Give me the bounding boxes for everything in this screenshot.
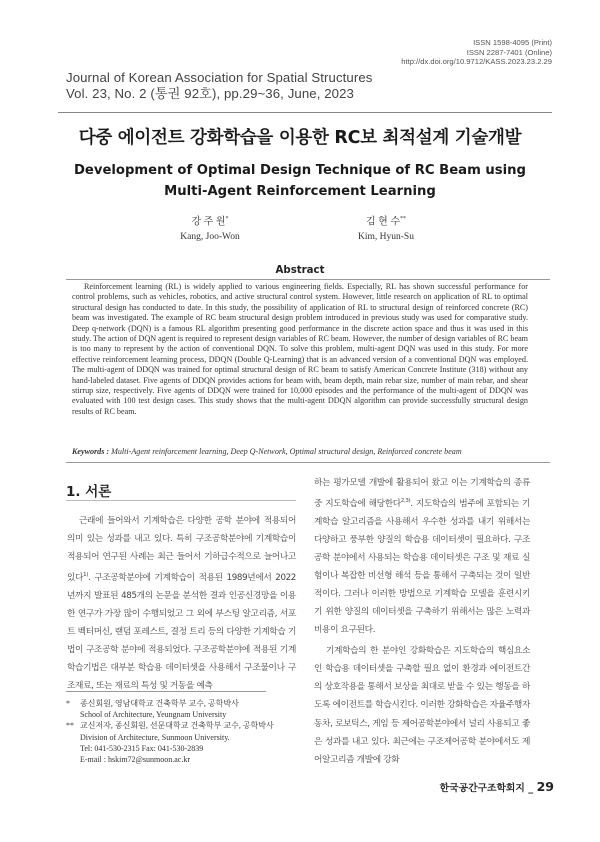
doi-link[interactable]: http://dx.doi.org/10.9712/KASS.2023.23.2.29: [401, 57, 552, 67]
footnote-1-line1: 종신회원, 영남대학교 건축학부 교수, 공학박사: [80, 699, 239, 708]
header-divider: [58, 112, 552, 113]
body-column-right: [314, 474, 530, 769]
footnote-2-line1: 교신저자, 종신회원, 선문대학교 건축학부 교수, 공학박사: [80, 721, 274, 731]
footer-separator: _: [524, 783, 537, 794]
author-2-mark: **: [399, 216, 406, 222]
title-english-line2: Multi-Agent Reinforcement Learning: [164, 184, 436, 199]
footnote-2-line2: Division of Architecture, Sunmoon University.: [80, 732, 230, 742]
abstract-divider: [66, 279, 550, 280]
intro-paragraph-1-cont: 하는 평가모델 개발에 활용되어 왔고 이는 기계학습의 종류 중 지도학습에 해당한다$^{2,3)}$. 지도학습의 범주에 포함되는 기계학습 알고리즘을 사용해서 우수한 성과를 내기 위해서는 다양하고 풍부한 양질의 학습용 데이터셋이 필요하다. 구조공학 분야에서 사용되는 학습용 데이터셋은 구조 및 재료 실험이나 복잡한 비선형 해석 등을 통해서 구축되는 것이 일반 적이다. 그러나 이러한 방법으로 기계학습 모델을 훈련시키기 위한 양질의 데이터셋을 구축하기 위해서는 많은 노력과 비용이 요구된다.: [314, 478, 530, 636]
footer-journal-name: 한국공간구조학회지: [439, 783, 525, 794]
section-divider: [66, 500, 296, 501]
footnote-1: [66, 698, 306, 720]
author-2-name-ko: 김 현 수: [366, 216, 400, 228]
footnote-2-mark: **: [66, 721, 74, 731]
page-footer: [440, 779, 554, 794]
author-2-name-en: Kim, Hyun-Su: [358, 232, 414, 243]
intro-paragraph-2: 기계학습의 한 분야인 강화학습은 지도학습의 핵심요소인 학습용 데이터셋을 구축할 필요 없이 환경과 에이전트간의 상호작용을 통해서 보상을 최대로 받을 수 있는 행동을 하도록 에이전트를 학습시킨다. 이러한 강화학습은 자율주행자동차, 로보틱스, 게임 등 제어공학분야에서 널리 사용되고 좋은 성과를 내고 있다. 최근에는 구조제어공학 분야에서도 제어알고리즘 개발에 강화: [314, 646, 530, 765]
paper-title-korean: 다중 에이전트 강화학습을 이용한 RC보 최적설계 기술개발: [78, 128, 522, 148]
footnote-2-line4[interactable]: E-mail : hskim72@sunmoon.ac.kr: [80, 755, 191, 765]
footnote-1-mark: *: [66, 699, 70, 708]
citation-ref: 2,3): [400, 498, 411, 505]
body-column-left: [67, 512, 296, 695]
intro-paragraph-1: 근래에 들어와서 기계학습은 다양한 공학 분야에 적용되어 의미 있는 성과를 내고 있다. 특히 구조공학분야에 기계학습이 적용되어 연구된 사례는 최근 들어서 기하급수적으로 늘어나고 있다$^{1)}$. 구조공학분야에 기계학습이 적용된 1989년에서 2022년까지 발표된 485개의 논문을 분석한 결과 인공신경망을 이용한 연구가 가장 많이 수행되었고 그 외에 부스팅 알고리즘, 서포트 벡터머신, 랜덤 포레스트, 결정 트리 등의 다양한 기계학습 기법이 구조공학 분야에 적용되었다. 구조공학분야에 적용된 기계학습기법은 대부분 학습용 데이터셋을 사용해서 구조물이나 구조재료, 또는 재료의 특성 및 거동을 예측: [67, 516, 296, 692]
journal-name: Journal of Korean Association for Spatial Structures: [66, 70, 373, 85]
journal-header: [66, 70, 372, 102]
issn-block: [401, 38, 552, 67]
keywords-line: [72, 447, 532, 456]
author-1-name-ko: 강 주 원: [191, 216, 226, 228]
author-1: [150, 212, 270, 244]
footnote-1-line2: School of Architecture, Yeungnam University: [80, 710, 227, 720]
paper-title-english: [0, 160, 600, 202]
keywords-divider: [66, 462, 550, 463]
title-english-line1: Development of Optimal Design Technique of RC Beam using: [73, 163, 526, 178]
author-1-name-en: Kang, Joo-Won: [180, 232, 240, 243]
volume-line: Vol. 23, No. 2 (통권 92호), pp.29~36, June, 2023: [66, 86, 354, 101]
footnote-divider: [66, 691, 266, 692]
abstract-text: Reinforcement learning (RL) is widely applied to various engineering fields. Especially, RL has shown successful performance for control problems, such as vehicles, robotics, and active structural control system. However, little research on application of RL to optimal structural design has conducted to date. In this study, the possibility of application of RL to structural design of reinforced concrete (RC) beam was investigated. The example of RC beam structural design problem introduced in previous study was used for comparative study. Deep q-network (DQN) is a famous RL algorithm presenting good performance in the discrete action space and thus it was used in this study. The action of DQN agent is required to represent design variables of RC beam. However, the number of design variables of RC beam is too many to represent by the action of conventional DQN. To solve this problem, multi-agent DQN was used in this study. For more effective reinforcement learning process, DDQN (Double Q-Learning) that is an advanced version of a conventional DQN was employed. The multi-agent of DDQN was trained for optimal structural design of RC beam to satisfy American Concrete Institute (318) without any hand-labeled dataset. Five agents of DDQN provides actions for beam with, beam depth, main rebar size, number of main rebar, and shear stirrup size, respectively. Five agents of DDQN were trained for 10,000 episodes and the performance of the multi-agent of DDQN was evaluated with 100 test design cases. This study shows that the multi-agent DDQN algorithm can provide successfully structural design results of RC beam.: [72, 282, 528, 416]
section-heading-introduction: 1. 서론: [66, 484, 112, 500]
keywords-label: Keywords :: [72, 447, 110, 456]
author-1-mark: *: [225, 216, 229, 222]
footnotes: [66, 698, 306, 765]
author-2: [326, 212, 446, 244]
abstract-heading: Abstract: [275, 265, 325, 276]
citation-ref: 1): [83, 572, 89, 579]
footnote-2: [66, 720, 306, 765]
keywords-text: Multi-Agent reinforcement learning, Deep Q-Network, Optimal structural design, Reinforced concrete beam: [111, 447, 462, 456]
page-number: 29: [536, 779, 554, 794]
issn-online: ISSN 2287-7401 (Online): [466, 47, 552, 57]
footnote-2-line3: Tel: 041-530-2315 Fax: 041-530-2839: [80, 743, 204, 753]
issn-print: ISSN 1598-4095 (Print): [473, 38, 552, 47]
